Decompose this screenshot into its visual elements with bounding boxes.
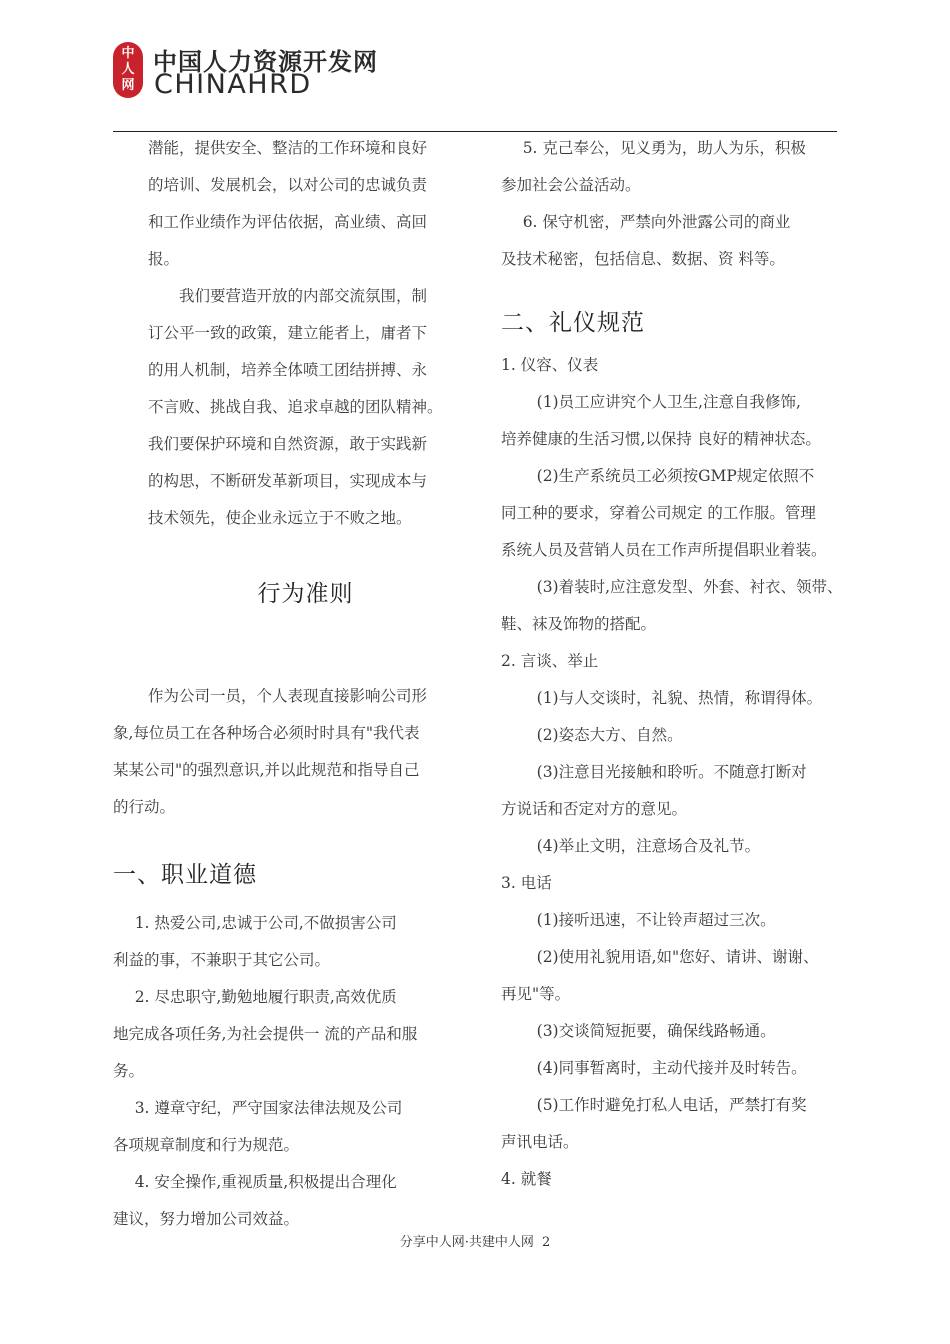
text-line: 2. 尽忠职守,勤勉地履行职责,高效优质 bbox=[134, 988, 397, 1006]
list-item bbox=[501, 458, 851, 569]
speech-list bbox=[501, 680, 851, 865]
text-line: 声讯电话。 bbox=[501, 1133, 579, 1151]
section-title-phone: 3. 电话 bbox=[501, 874, 552, 892]
text-line: 再见"等。 bbox=[501, 985, 571, 1003]
conduct-paragraph bbox=[113, 678, 463, 826]
text-line: 的用人机制，培养全体喷工团结拼搏、永 bbox=[148, 361, 428, 379]
list-item: (4)举止文明，注意场合及礼节。 bbox=[536, 837, 761, 855]
list-item: (1)接听迅速，不让铃声超过三次。 bbox=[536, 911, 776, 929]
text-line: 5. 克己奉公，见义勇为，助人为乐，积极 bbox=[522, 139, 806, 157]
text-line: 参加社会公益活动。 bbox=[501, 176, 641, 194]
page-number: 2 bbox=[542, 1235, 551, 1250]
list-item: (1)与人交谈时，礼貌、热情，称谓得体。 bbox=[536, 689, 823, 707]
heading-conduct: 行为准则 bbox=[257, 581, 354, 607]
list-item bbox=[501, 384, 851, 458]
text-line: 6. 保守机密，严禁向外泄露公司的商业 bbox=[522, 213, 791, 231]
site-logo bbox=[113, 40, 413, 100]
text-line: 报。 bbox=[148, 250, 180, 268]
logo-seal-char-3: 网 bbox=[121, 78, 135, 93]
text-line: 3. 遵章守纪，严守国家法律法规及公司 bbox=[134, 1099, 403, 1117]
list-item bbox=[501, 754, 851, 828]
logo-seal-char-1: 中 bbox=[121, 46, 135, 61]
text-line: 及技术秘密，包括信息、数据、资 料等。 bbox=[501, 250, 785, 268]
text-line: 利益的事，不兼职于其它公司。 bbox=[113, 951, 331, 969]
list-item bbox=[113, 905, 463, 979]
text-line: 我们要营造开放的内部交流氛围，制 bbox=[179, 287, 428, 305]
text-line: 同工种的要求，穿着公司规定 的工作服。管理 bbox=[501, 504, 816, 522]
text-line: 不言败、挑战自我、追求卓越的团队精神。 bbox=[148, 398, 443, 416]
list-item bbox=[501, 1087, 851, 1161]
list-item bbox=[501, 130, 851, 204]
text-line: (2)使用礼貌用语,如"您好、请讲、谢谢、 bbox=[536, 948, 819, 966]
text-line: 鞋、袜及饰物的搭配。 bbox=[501, 615, 657, 633]
intro-paragraph-1 bbox=[113, 130, 463, 278]
section-title-speech: 2. 言谈、举止 bbox=[501, 652, 599, 670]
text-line: 1. 热爱公司,忠诚于公司,不做损害公司 bbox=[134, 914, 397, 932]
text-line: 和工作业绩作为评估依据，高业绩、高回 bbox=[148, 213, 428, 231]
text-line: 作为公司一员，个人表现直接影响公司形 bbox=[148, 687, 428, 705]
text-line: 各项规章制度和行为规范。 bbox=[113, 1136, 300, 1154]
appearance-list bbox=[501, 384, 851, 643]
text-line: (3)着装时,应注意发型、外套、衬衣、领带、 bbox=[536, 578, 843, 596]
text-line: 系统人员及营销人员在工作声所提倡职业着装。 bbox=[501, 541, 827, 559]
intro-paragraph-2 bbox=[113, 278, 463, 537]
text-line: 务。 bbox=[113, 1062, 145, 1080]
heading-etiquette: 二、礼仪规范 bbox=[501, 310, 645, 336]
page-footer bbox=[0, 1231, 950, 1250]
text-line: 我们要保护环境和自然资源，敢于实践新 bbox=[148, 435, 428, 453]
text-line: 潜能，提供安全、整洁的工作环境和良好 bbox=[148, 139, 428, 157]
footer-text: 分享中人网·共建中人网 bbox=[399, 1235, 534, 1250]
section-title-dining: 4. 就餐 bbox=[501, 1170, 552, 1188]
logo-chinese-text: 中国人力资源开发网 bbox=[153, 48, 378, 76]
section-title-appearance: 1. 仪容、仪表 bbox=[501, 356, 599, 374]
ethics-list bbox=[113, 905, 463, 1238]
list-item: (4)同事暂离时，主动代接并及时转告。 bbox=[536, 1059, 807, 1077]
text-line: 的行动。 bbox=[113, 798, 176, 816]
text-line: 方说话和否定对方的意见。 bbox=[501, 800, 688, 818]
list-item bbox=[501, 939, 851, 1013]
logo-seal-icon bbox=[113, 42, 143, 98]
list-item bbox=[501, 569, 851, 643]
text-line: 象,每位员工在各种场合必须时时具有"我代表 bbox=[113, 724, 420, 742]
text-line: (3)注意目光接触和聆听。不随意打断对 bbox=[536, 763, 807, 781]
text-line: 培养健康的生活习惯,以保持 良好的精神状态。 bbox=[501, 430, 821, 448]
text-line: (2)生产系统员工必须按GMP规定依照不 bbox=[536, 467, 815, 485]
logo-seal-char-2: 人 bbox=[121, 62, 135, 77]
text-line: 4. 安全操作,重视质量,积极提出合理化 bbox=[134, 1173, 397, 1191]
text-line: (5)工作时避免打私人电话，严禁打有奖 bbox=[536, 1096, 807, 1114]
list-item bbox=[113, 1090, 463, 1164]
list-item bbox=[113, 979, 463, 1090]
list-item bbox=[501, 204, 851, 278]
text-line: 建议，努力增加公司效益。 bbox=[113, 1210, 300, 1228]
text-line: 某某公司"的强烈意识,并以此规范和指导自己 bbox=[113, 761, 420, 779]
text-line: 的构思，不断研发革新项目，实现成本与 bbox=[148, 472, 428, 490]
list-item: (3)交谈简短扼要，确保线路畅通。 bbox=[536, 1022, 776, 1040]
list-item: (2)姿态大方、自然。 bbox=[536, 726, 683, 744]
list-item bbox=[113, 1164, 463, 1238]
logo-english-text: CHINAHRD bbox=[154, 69, 312, 100]
text-line: 的培训、发展机会，以对公司的忠诚负责 bbox=[148, 176, 428, 194]
text-line: 订公平一致的政策，建立能者上，庸者下 bbox=[148, 324, 428, 342]
phone-list bbox=[501, 902, 851, 1161]
heading-professional-ethics: 一、职业道德 bbox=[113, 862, 257, 888]
left-column bbox=[113, 130, 463, 1238]
right-column bbox=[501, 130, 851, 1198]
text-line: (1)员工应讲究个人卫生,注意自我修饰, bbox=[536, 393, 801, 411]
ethics-list-continued bbox=[501, 130, 851, 278]
text-line: 地完成各项任务,为社会提供一 流的产品和服 bbox=[113, 1025, 418, 1043]
text-line: 技术领先，使企业永远立于不败之地。 bbox=[148, 509, 412, 527]
